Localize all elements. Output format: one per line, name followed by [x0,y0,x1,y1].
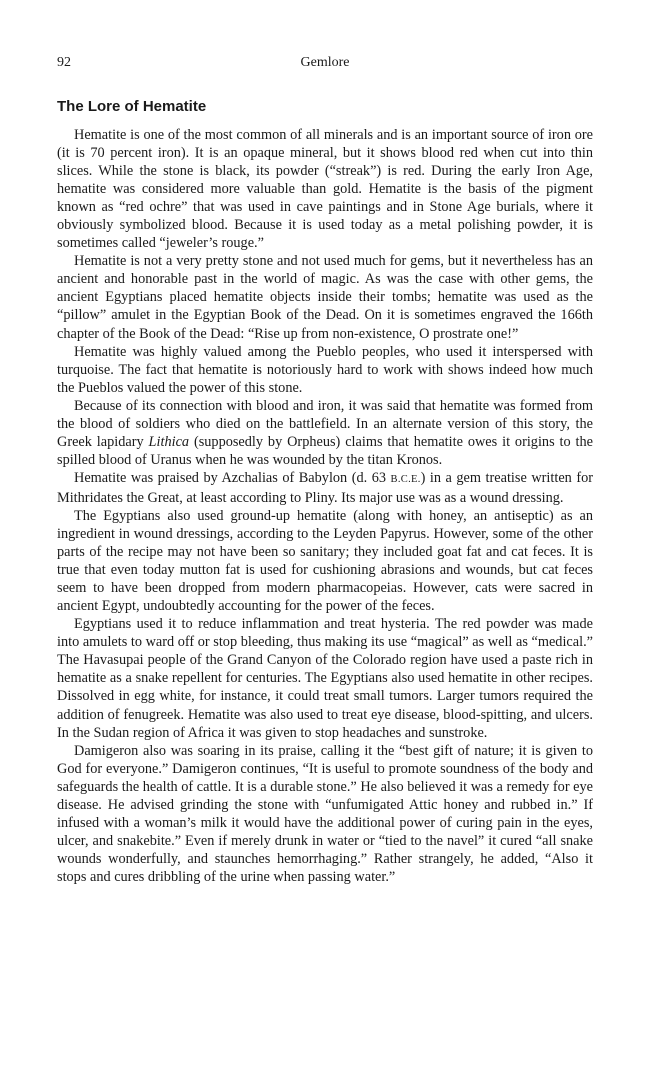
book-title-italic: Lithica [148,433,190,450]
paragraph: Damigeron also was soaring in its praise, calling it the “best gift of nature; it is given to God for everyone.” Damigeron continues, “It is useful to promote soundness of the body and safeguards the health of cattle. It is a durable stone.” He also believed it was a remedy for eye disease. He advised grinding the stone with “unfumigated Attic honey and rubbed in.” If infused with a woman’s milk it would have the additional power of curing pain in the eyes, ulcer, and snakebite.” Even if merely drunk in water or “tied to the navel” it cured “all snake wounds wonderfully, and staunches hemorrhaging.” Rather strangely, he added, “Also it stops and cures dribbling of the urine when passing water.” [57,742,593,885]
era-abbreviation: B.C.E. [390,473,421,485]
paragraph [57,397,593,469]
paragraph: The Egyptians also used ground-up hematite (along with honey, an antiseptic) as an ingredient in wound dressings, according to the Leyden Papyrus. However, some of the other parts of the recipe may not have been so sanitary; they included goat fat and cat feces. It is true that even today mutton fat is used for cushioning abrasions and wounds, but cat feces seem to have been dropped from modern pharmacopeias. However, cats were sacred in ancient Egypt, undoubtedly accounting for the power of the feces. [57,507,593,615]
paragraph-text: Because of its connection with blood and iron, it was said that hematite was formed from the blood of soldiers who died on the battlefield. In an alternate version of this story, the Greek lapidary [57,397,593,450]
running-head [57,55,593,75]
paragraph-text: (supposedly by Orpheus) claims that hematite owes it origins to the spilled blood of Uranus when he was wounded by the titan Kronos. [57,433,593,468]
paragraph: Hematite was highly valued among the Pueblo peoples, who used it interspersed with turquoise. The fact that hematite is notoriously hard to work with shows indeed how much the Pueblos valued the power of this stone. [57,343,593,396]
page-number: 92 [57,55,71,70]
paragraph: Hematite is not a very pretty stone and not used much for gems, but it nevertheless has an ancient and honorable past in the world of magic. As was the case with other gems, the ancient Egyptians placed hematite objects inside their tombs; hematite was used as the “pillow” amulet in the Egyptian Book of the Dead. On it is sometimes engraved the 166th chapter of the Book of the Dead: “Rise up from non-existence, O prostrate one!” [57,253,593,342]
paragraph-text: Hematite was praised by Azchalias of Babylon (d. 63 [74,469,391,486]
paragraph [57,469,593,507]
paragraph: Hematite is one of the most common of all minerals and is an important source of iron ore (it is 70 percent iron). It is an opaque mineral, but it shows blood red when cut into thin slices. While the stone is black, its powder (“streak”) is red. During the early Iron Age, hematite was considered more valuable than gold. Hematite is the basis of the pigment known as “red ochre” that was used in cave paintings and in Stone Age burials, where it obviously symbolized blood. Because it is used today as a metal polishing powder, it is sometimes called “jeweler’s rouge.” [57,127,593,252]
running-title: Gemlore [300,55,350,70]
paragraph-text: ) in a gem treatise written for Mithridates the Great, at least according to Pliny. Its major use was as a wound dressing. [57,469,593,506]
body-text [57,126,593,886]
paragraph: Egyptians used it to reduce inflammation and treat hysteria. The red powder was made into amulets to ward off or stop bleeding, thus making its use “magical” as well as “medical.” The Havasupai people of the Grand Canyon of the Colorado region have used a paste rich in hematite as a snake repellent for centuries. The Egyptians also used hematite in other recipes. Dissolved in egg white, for instance, it could treat small tumors. Larger tumors required the addition of fenugreek. Hematite was also used to treat eye disease, blood-spitting, and ulcers. In the Sudan region of Africa it was given to stop headaches and sunstroke. [57,616,593,741]
section-heading: The Lore of Hematite [57,98,207,115]
